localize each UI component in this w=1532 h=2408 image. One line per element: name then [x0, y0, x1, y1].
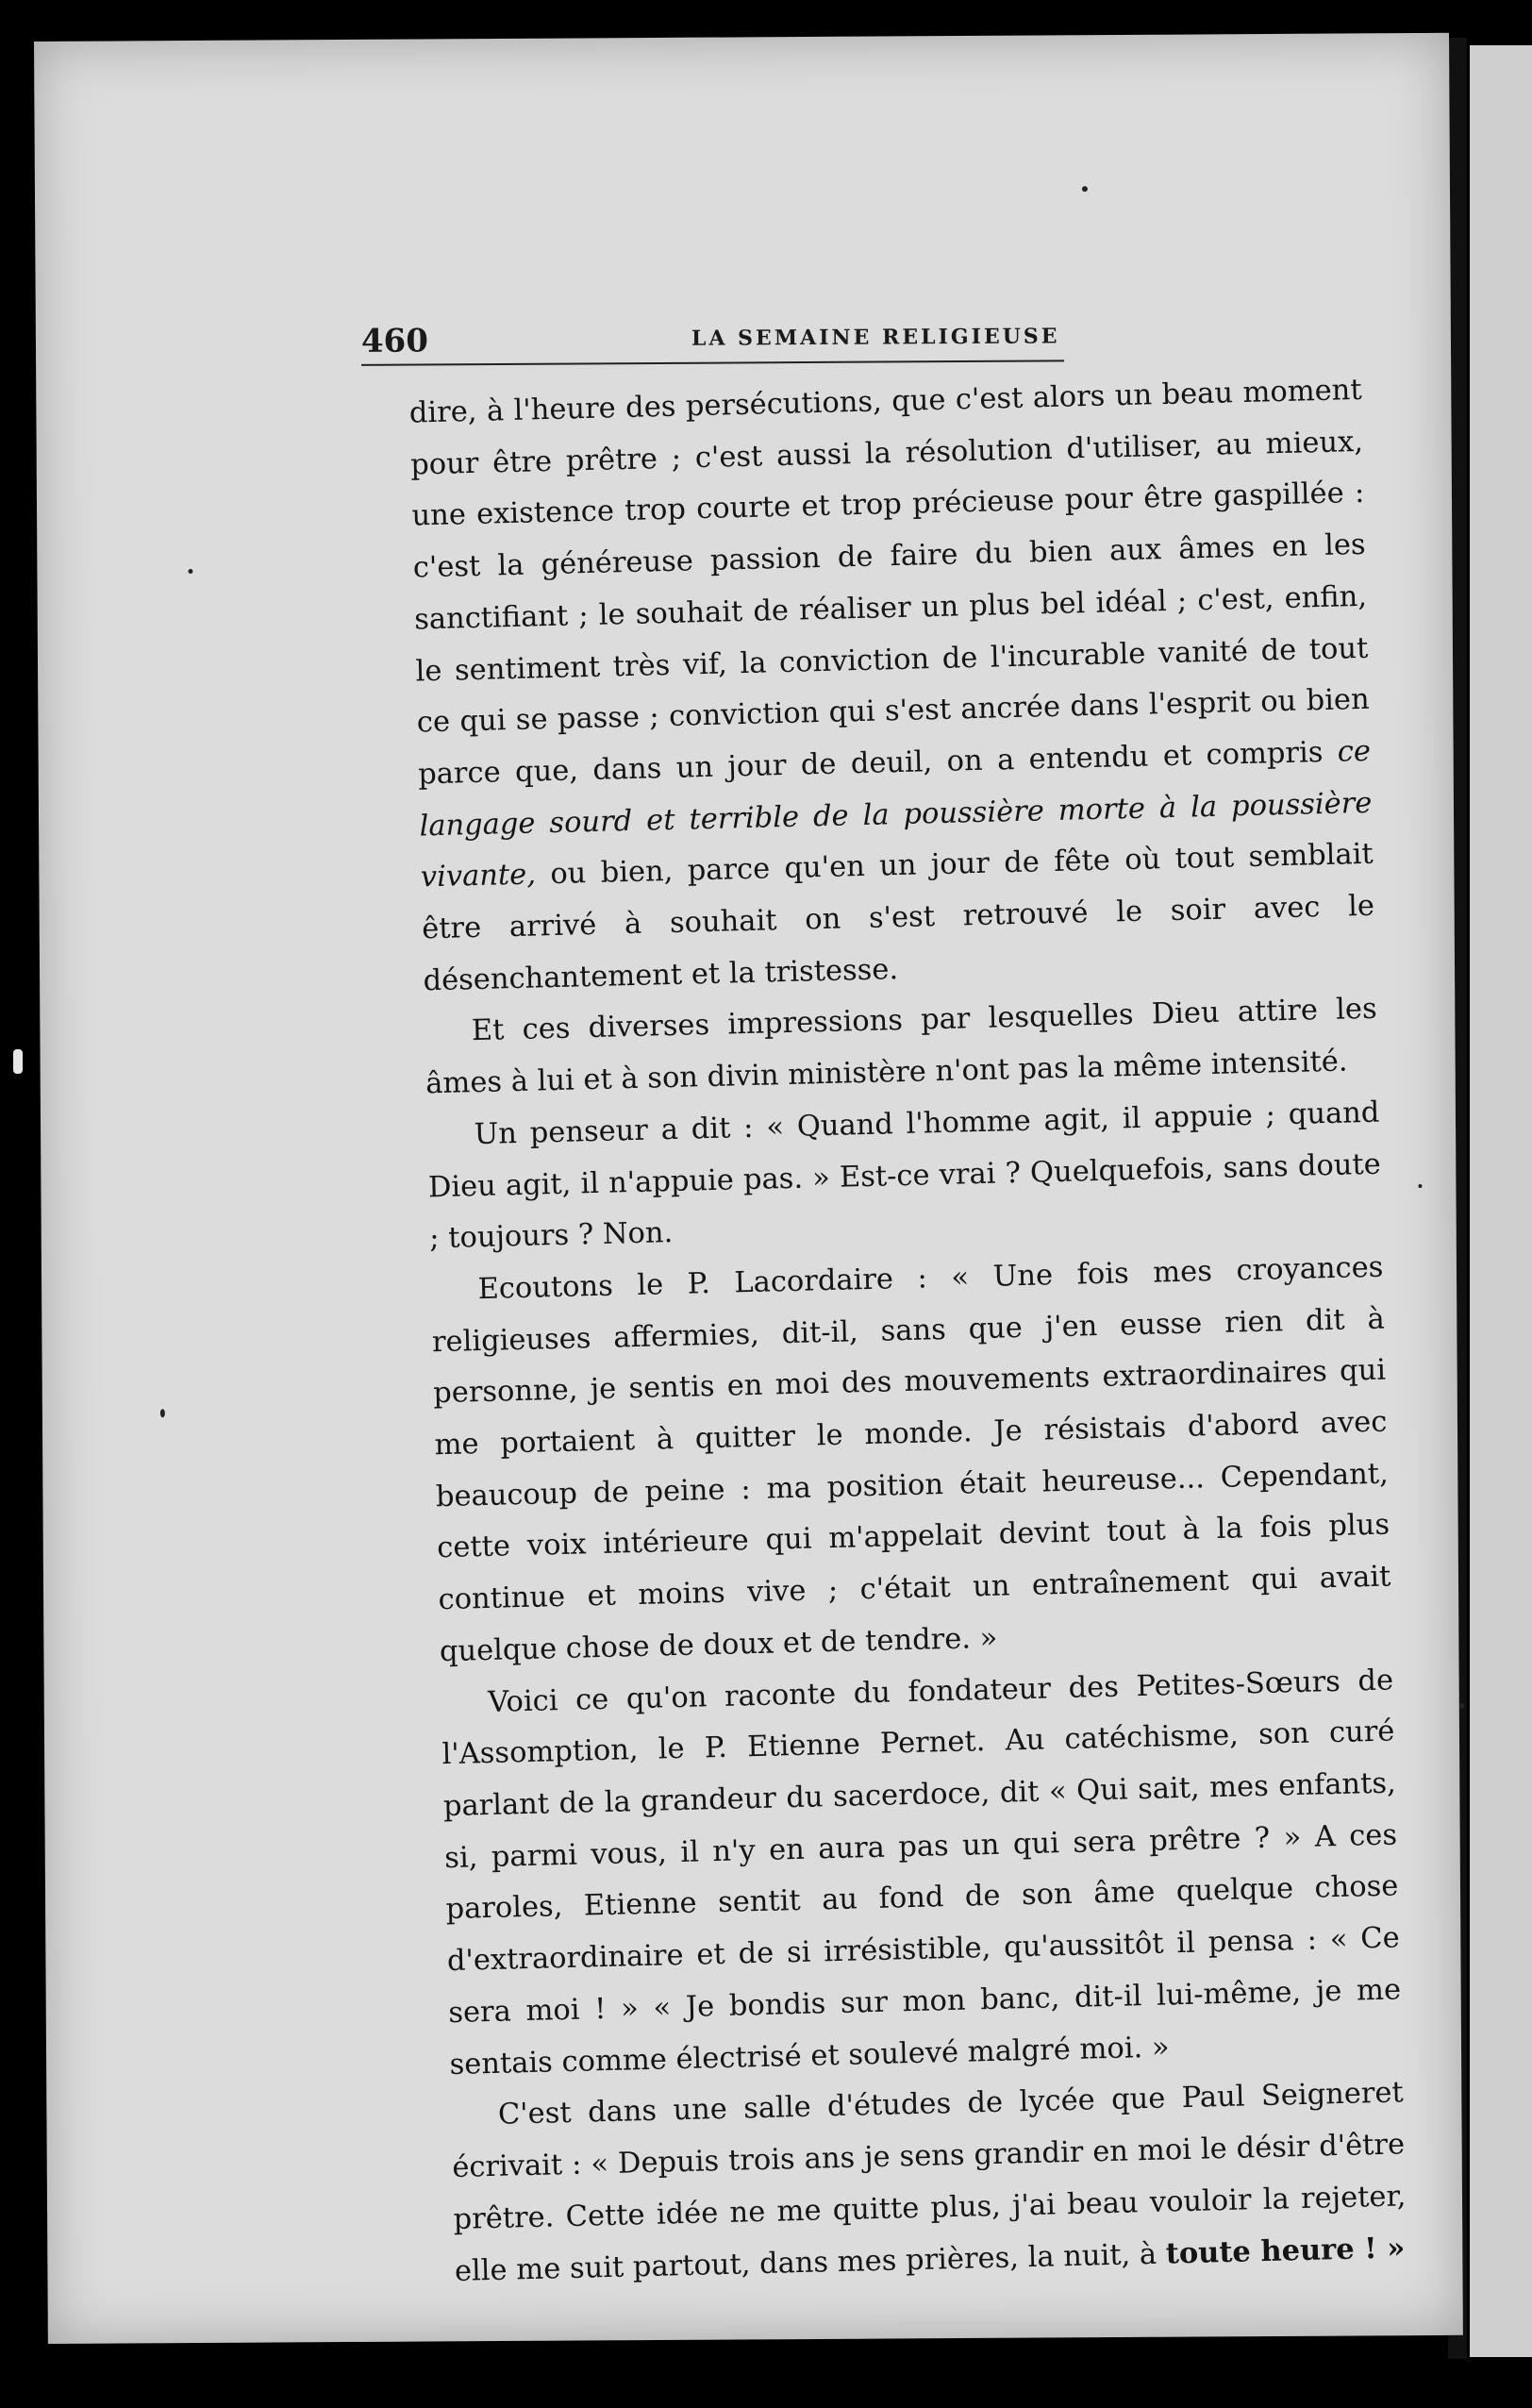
header-rule: [361, 360, 1064, 366]
paragraph-5: Voici ce qu'on raconte du fondateur des Petites-Sœurs de l'Assomption, le P. Etienne Pernet. Au catéchisme, son curé parlant de la grandeur du sacerdoce, dit « Qui sait, mes enfants, si, parmi vous, il n'y en aura pas un qui sera prêtre ? » A ces paroles, Etienne sentit au fond de son âme quelque chose d'extraordinaire et de si irrésistible, qu'aussitôt il pensa : « Ce sera moi ! » « Je bondis sur mon banc, dit-il lui-même, je me sentais comme électrisé et soulevé malgré moi. »: [441, 1664, 1402, 2082]
print-speck: [1459, 1703, 1465, 1709]
journal-title: LA SEMAINE RELIGIEUSE: [691, 324, 1060, 351]
paragraph-3: Un penseur a dit : « Quand l'homme agit, il appuie ; quand Dieu agit, il n'appuie pas. » Est-ce vrai ? Quelquefois, sans doute ; toujours ? Non.: [427, 1095, 1382, 1256]
paragraph-2: Et ces diverses impressions par lesquelles Dieu attire les âmes à lui et à son divin ministère n'ont pas la même intensité.: [425, 993, 1378, 1101]
paragraph-1: [408, 365, 1376, 1008]
paragraph-1-text-start: dire, à l'heure des persécutions, que c'est alors un beau moment pour être prêtre ; c'est aussi la résolution d'utiliser, au mieux, une existence trop courte et trop précieuse pour être gaspillée : c'est la généreuse passion de faire du bien aux âmes en les sanctifiant ; le souhait de réaliser un plus bel idéal ; c'est, enfin, le sentiment très vif, la conviction de l'incurable vanité de tout ce qui se passe ; conviction qui s'est ancrée dans l'esprit ou bien parce que, dans un jour de deuil, on a entendu et compris: [408, 373, 1371, 792]
paragraph-6-text: C'est dans une salle d'études de lycée que Paul Seigneret écrivait : « Depuis trois ans je sens grandir en moi le désir d'être prêtre. Cette idée ne me quitte plus, j'ai beau vouloir la rejeter, elle me suit partout, dans mes prières, la nuit, à: [451, 2076, 1407, 2289]
article-body: [408, 365, 1407, 2299]
running-header: [361, 318, 1064, 366]
print-speck: [1418, 1184, 1422, 1188]
paragraph-6: [450, 2068, 1407, 2299]
print-speck: [188, 569, 192, 574]
book-page: [34, 33, 1463, 2344]
adjacent-page-edge: [1470, 45, 1532, 2357]
margin-mark: [13, 1049, 23, 1074]
paragraph-4: Ecoutons le P. Lacordaire : « Une fois mes croyances religieuses affermies, dit-il, sans que j'en eusse rien dit à personne, je sentis en moi des mouvements extraordinaires qui me portaient à quitter le monde. Je résistais d'abord avec beaucoup de peine : ma position était heureuse... Cependant, cette voix intérieure qui m'appelait devint tout à la fois plus continue et moins vive ; c'était un entraînement qui avait quelque chose de doux et de tendre. »: [431, 1250, 1391, 1669]
page-number: 460: [360, 322, 429, 360]
print-speck: [1082, 186, 1088, 192]
paragraph-1-text-end: ou bien, parce qu'en un jour de fête où tout semblait être arrivé à souhait on s'est retrouvé le soir avec le désenchantement et la tristesse.: [421, 838, 1375, 998]
paragraph-6-last-line: toute heure ! »: [1165, 2231, 1406, 2271]
print-speck: [160, 1409, 165, 1417]
paragraph-1-italic-quote: ce langage sourd et terrible de la poussière morte à la poussière vivante,: [419, 734, 1373, 895]
